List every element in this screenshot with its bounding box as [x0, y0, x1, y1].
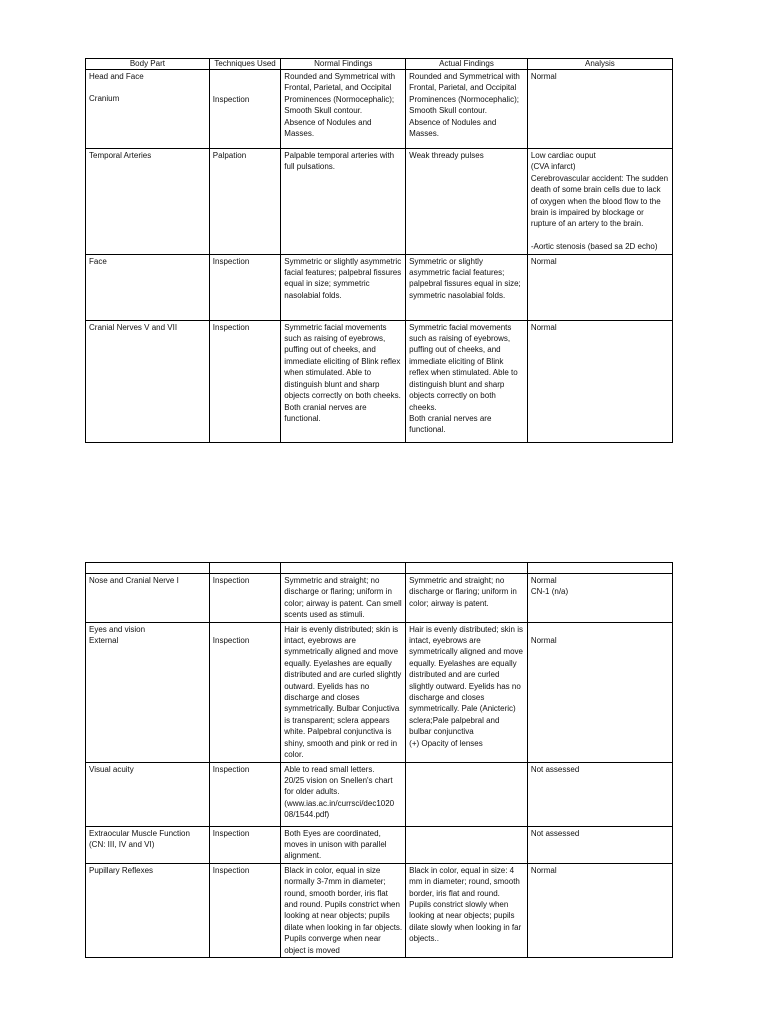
table-row — [86, 762, 673, 826]
analysis-cell: Normal — [527, 70, 672, 149]
technique-cell: Palpation — [209, 149, 281, 255]
technique-cell: Inspection — [209, 254, 281, 320]
table-row — [86, 149, 673, 255]
normal-findings-cell: Symmetric or slightly asymmetric facial features; palpebral fissures equal in size; symmetric nasolabial folds. — [281, 254, 406, 320]
body-part-cell: Visual acuity — [86, 762, 210, 826]
assessment-table-2 — [85, 562, 673, 958]
table-row — [86, 320, 673, 442]
body-part-cell — [86, 622, 210, 762]
table-header-row-empty — [86, 563, 673, 574]
normal-findings-cell: Palpable temporal arteries with full pulsations. — [281, 149, 406, 255]
body-part-label: Eyes and vision — [89, 624, 146, 634]
actual-findings-cell: Symmetric or slightly asymmetric facial features; palpebral fissures equal in size; symmetric nasolabial folds. — [406, 254, 528, 320]
body-part-cell — [86, 70, 210, 149]
technique-cell: Inspection — [209, 320, 281, 442]
body-part-cell: Cranial Nerves V and VII — [86, 320, 210, 442]
header-analysis: Analysis — [527, 59, 672, 70]
body-part-cell: Extraocular Muscle Function (CN: III, IV and VI) — [86, 826, 210, 863]
header-normal-findings: Normal Findings — [281, 59, 406, 70]
analysis-cell: Not assessed — [527, 762, 672, 826]
table-row — [86, 254, 673, 320]
analysis-cell: Normal — [527, 320, 672, 442]
header-actual-findings: Actual Findings — [406, 59, 528, 70]
table-row — [86, 574, 673, 623]
normal-findings-cell: Hair is evenly distributed; skin is intact, eyebrows are symmetrically aligned and move equally. Eyelashes are equally distributed and are curled slightly outward. Eyelids has no discharge and closes symmetrically. Bulbar Conjuctiva is transparent; sclera appears white. Palpebral conjunctiva is shiny, smooth and pink or red in color. — [281, 622, 406, 762]
actual-findings-cell: Black in color, equal in size: 4 mm in diameter; round, smooth border, iris flat and round. Pupils constrict slowly when looking at near objects; pupils dilate slowly when looking in far objects.. — [406, 863, 528, 957]
header-techniques: Techniques Used — [209, 59, 281, 70]
table-row — [86, 826, 673, 863]
actual-findings-cell: Symmetric facial movements such as raising of eyebrows, puffing out of cheeks, and immediate eliciting of Blink reflex when stimulated. Able to distinguish blunt and sharp objects correctly on both cheeks. Both cranial nerves are functional. — [406, 320, 528, 442]
body-part-cell: Face — [86, 254, 210, 320]
technique-cell: Inspection — [209, 762, 281, 826]
body-part-cell: Temporal Arteries — [86, 149, 210, 255]
header-body-part: Body Part — [86, 59, 210, 70]
normal-findings-cell: Both Eyes are coordinated, moves in unison with parallel alignment. — [281, 826, 406, 863]
analysis-cell: Normal — [527, 863, 672, 957]
technique-cell: Inspection — [209, 622, 281, 762]
analysis-cell: Normal — [527, 622, 672, 762]
normal-findings-cell: Able to read small letters. 20/25 vision on Snellen's chart for older adults. (www.ias.ac.in/currsci/dec1020 08/1544.pdf) — [281, 762, 406, 826]
actual-findings-cell — [406, 762, 528, 826]
actual-findings-cell: Hair is evenly distributed; skin is intact, eyebrows are symmetrically aligned and move equally. Eyelashes are equally distributed and are curled slightly outward. Eyelids has no discharge and closes symmetrically. Pale (Anicteric) sclera;Pale palpebral and bulbar conjunctiva (+) Opacity of lenses — [406, 622, 528, 762]
assessment-table-1 — [85, 58, 673, 443]
table-row — [86, 863, 673, 957]
actual-findings-cell — [406, 826, 528, 863]
table-header-row — [86, 59, 673, 70]
normal-findings-cell: Rounded and Symmetrical with Frontal, Parietal, and Occipital Prominences (Normocephalic); Smooth Skull contour. Absence of Nodules and Masses. — [281, 70, 406, 149]
technique-cell: Inspection — [209, 826, 281, 863]
technique-cell: Inspection — [209, 863, 281, 957]
actual-findings-cell: Weak thready pulses — [406, 149, 528, 255]
normal-findings-cell: Symmetric and straight; no discharge or flaring; uniform in color; airway is patent. Can smell scents used as stimuli. — [281, 574, 406, 623]
table-row — [86, 622, 673, 762]
normal-findings-cell: Symmetric facial movements such as raising of eyebrows, puffing out of cheeks, and immediate eliciting of Blink reflex when stimulated. Able to distinguish blunt and sharp objects correctly on both cheeks. Both cranial nerves are functional. — [281, 320, 406, 442]
technique-cell: Inspection — [209, 574, 281, 623]
analysis-cell: Low cardiac ouput (CVA infarct) Cerebrovascular accident: The sudden death of some brain cells due to lack of oxygen when the blood flow to the brain is impaired by blockage or rupture of an artery to the brain. -Aortic stenosis (based sa 2D echo) — [527, 149, 672, 255]
analysis-cell: Normal — [527, 254, 672, 320]
actual-findings-cell: Rounded and Symmetrical with Frontal, Parietal, and Occipital Prominences (Normocephalic); Smooth Skull contour. Absence of Nodules and Masses. — [406, 70, 528, 149]
normal-findings-cell: Black in color, equal in size normally 3-7mm in diameter; round, smooth border, iris flat and round. Pupils constrict when looking at near objects; pupils dilate when looking in far objects. Pupils converge when near object is moved — [281, 863, 406, 957]
analysis-cell: Normal CN-1 (n/a) — [527, 574, 672, 623]
body-part-sublabel: External — [89, 636, 119, 646]
actual-findings-cell: Symmetric and straight; no discharge or flaring; uniform in color; airway is patent. — [406, 574, 528, 623]
analysis-cell: Not assessed — [527, 826, 672, 863]
body-part-cell: Pupillary Reflexes — [86, 863, 210, 957]
table-row — [86, 70, 673, 149]
body-part-label: Head and Face — [89, 72, 144, 81]
body-part-sublabel: Cranium — [89, 94, 120, 104]
technique-cell: Inspection — [209, 70, 281, 149]
body-part-cell: Nose and Cranial Nerve I — [86, 574, 210, 623]
